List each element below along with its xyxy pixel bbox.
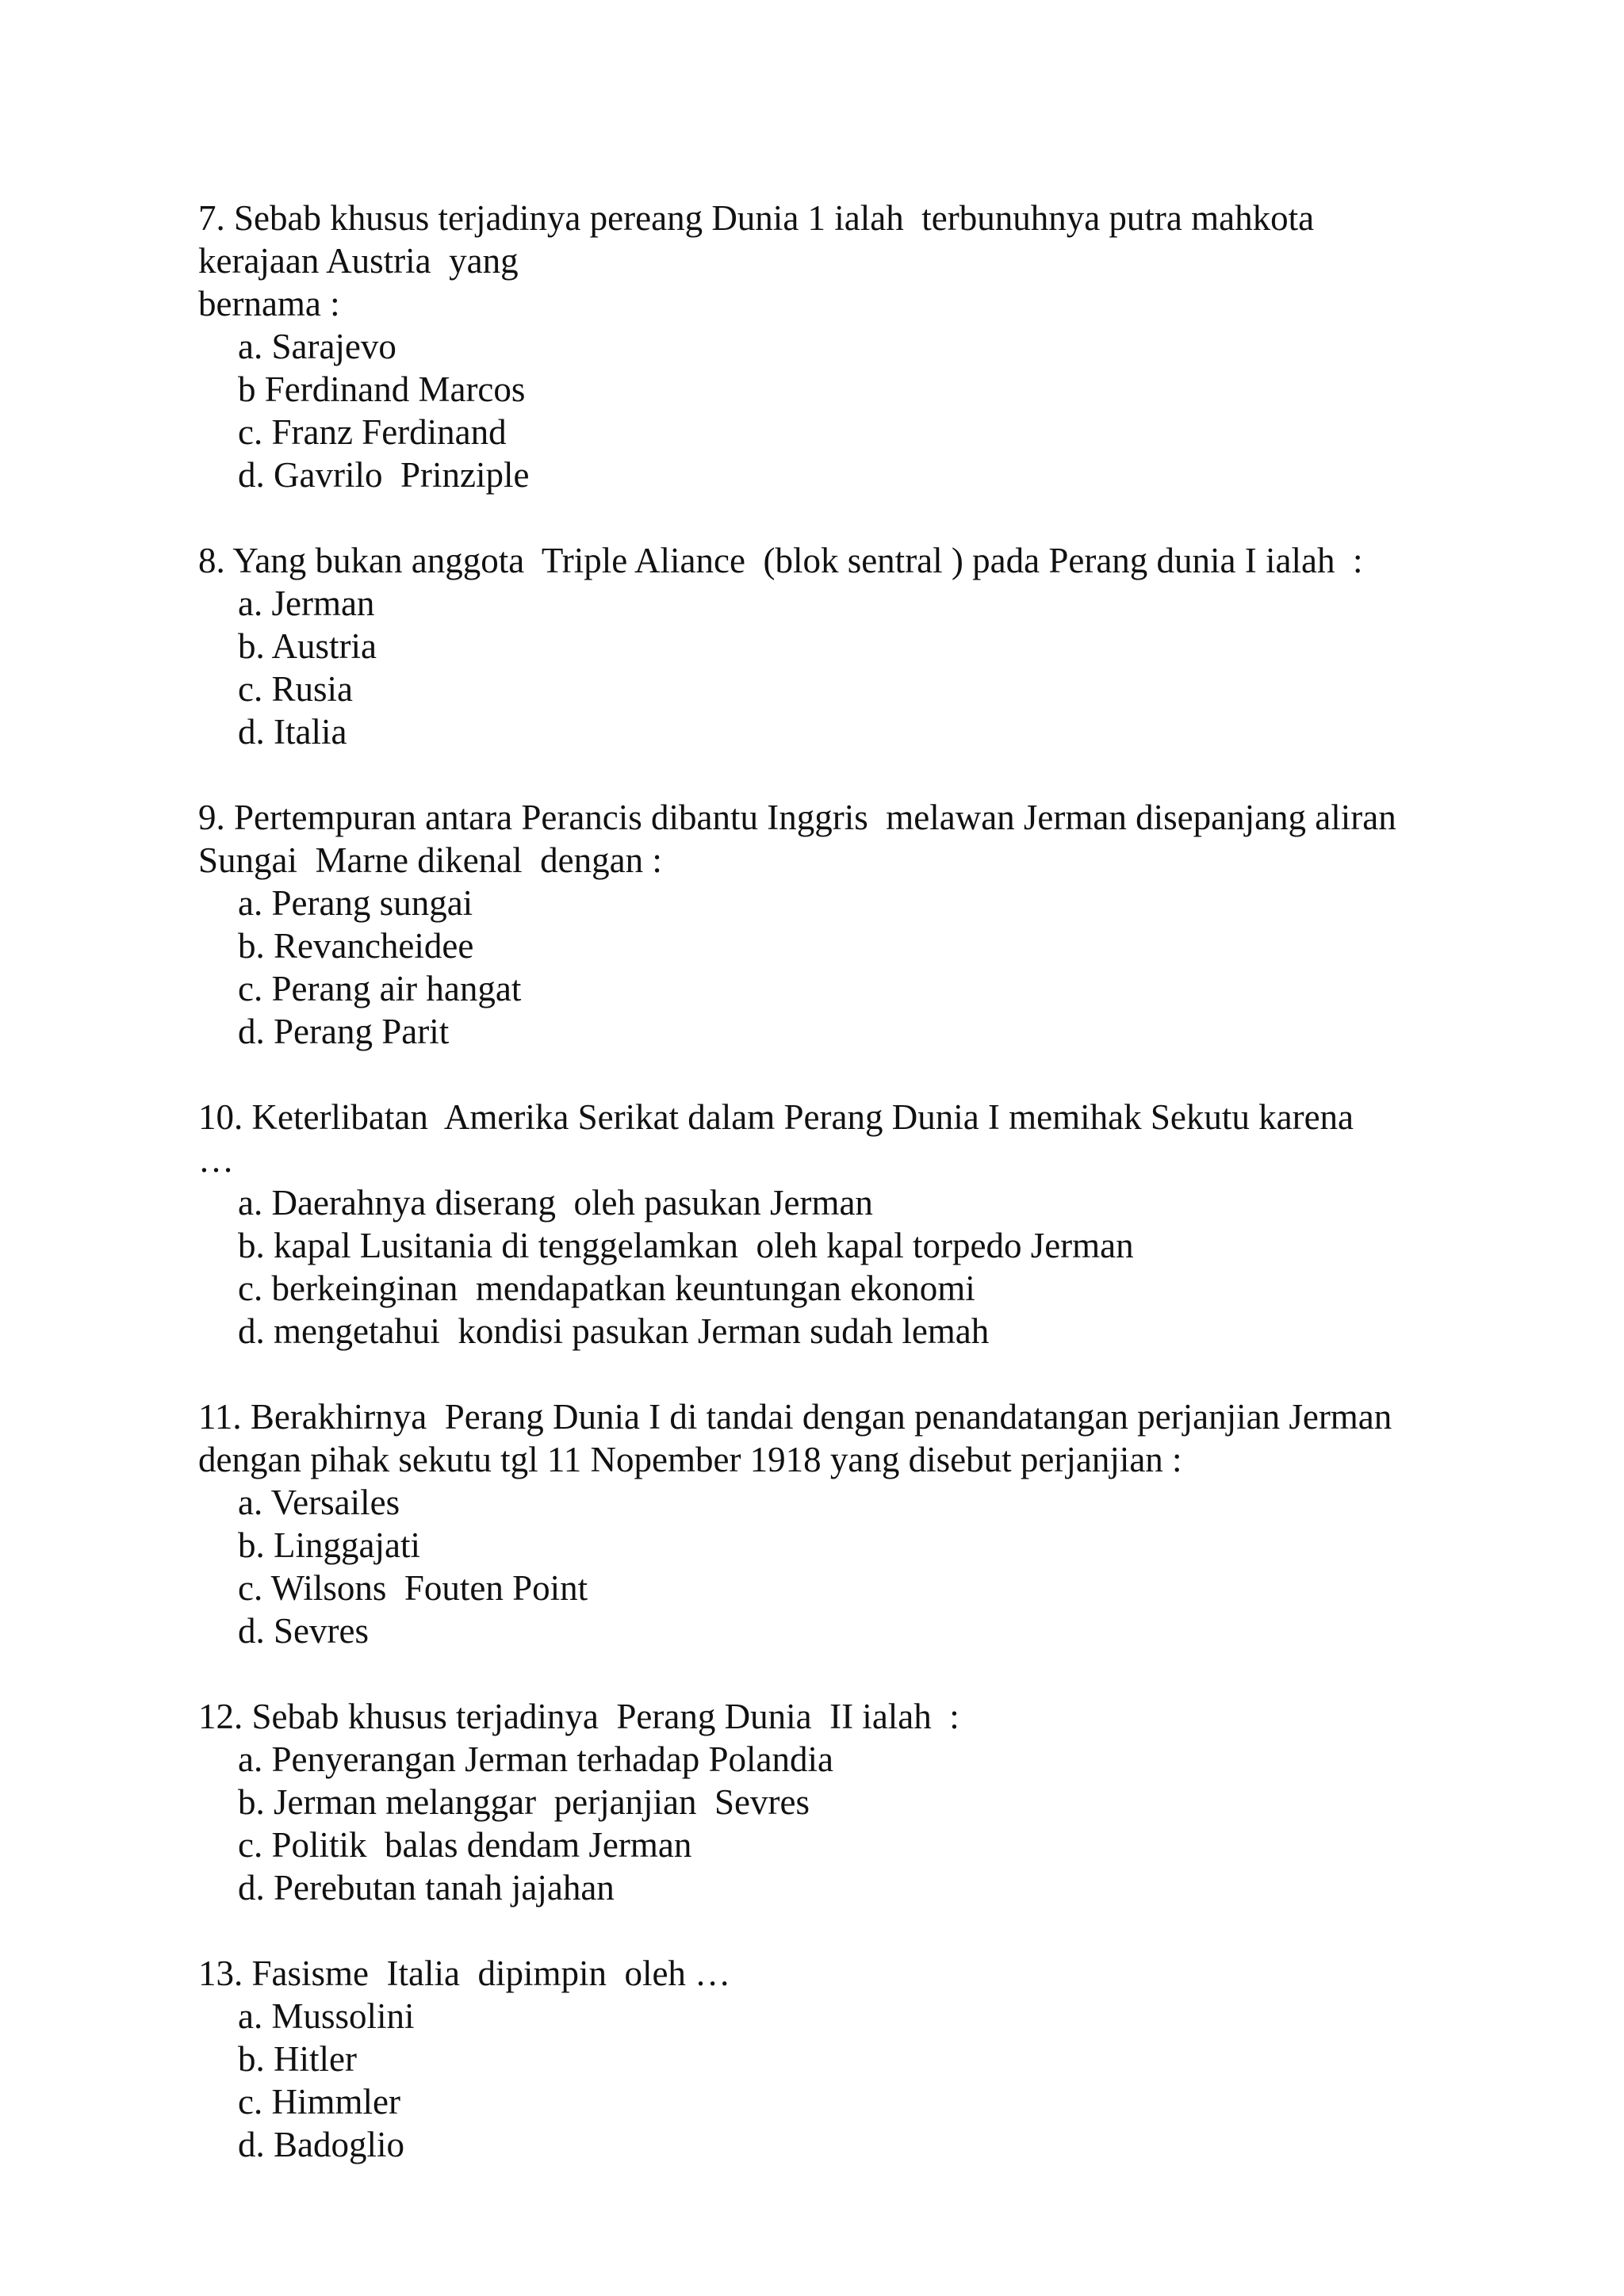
option-d: d. Perang Parit: [238, 1012, 450, 1051]
option-a: a. Penyerangan Jerman terhadap Polandia: [238, 1739, 833, 1779]
question-10: [198, 1096, 1467, 1353]
answer-options: [198, 582, 1467, 753]
option-d: d. Italia: [238, 712, 347, 752]
question-stem-line: kerajaan Austria yang: [198, 241, 519, 281]
question-stem-line: 11. Berakhirnya Perang Dunia I di tandai dengan penandatangan perjanjian Jerman: [198, 1397, 1392, 1437]
question-stem-line: 7. Sebab khusus terjadinya pereang Dunia 1 ialah terbunuhnya putra mahkota: [198, 198, 1315, 238]
answer-options: [198, 1738, 1467, 1909]
option-a: a. Versailes: [238, 1483, 400, 1522]
option-c: c. Perang air hangat: [238, 969, 522, 1008]
option-b: b. Linggajati: [238, 1525, 420, 1565]
question-stem-line: …: [198, 1140, 234, 1180]
option-a: a. Mussolini: [238, 1996, 415, 2036]
answer-options: [198, 1995, 1467, 2166]
question-stem-line: Sungai Marne dikenal dengan :: [198, 840, 662, 880]
option-c: c. Politik balas dendam Jerman: [238, 1825, 692, 1865]
option-b: b. kapal Lusitania di tenggelamkan oleh kapal torpedo Jerman: [238, 1226, 1134, 1265]
option-d: d. Gavrilo Prinziple: [238, 455, 530, 495]
option-d: d. mengetahui kondisi pasukan Jerman sudah lemah: [238, 1311, 990, 1351]
question-9: [198, 796, 1467, 1053]
question-stem-line: bernama :: [198, 284, 340, 323]
question-stem-line: 9. Pertempuran antara Perancis dibantu Inggris melawan Jerman disepanjang aliran: [198, 798, 1396, 837]
answer-options: [198, 325, 1467, 496]
document-page: [198, 197, 1467, 2209]
question-12: [198, 1695, 1467, 1909]
option-a: a. Perang sungai: [238, 883, 473, 923]
option-d: d. Perebutan tanah jajahan: [238, 1868, 615, 1908]
option-a: a. Daerahnya diserang oleh pasukan Jerman: [238, 1183, 873, 1223]
option-b: b. Revancheidee: [238, 926, 474, 966]
option-c: c. Himmler: [238, 2082, 400, 2122]
question-8: [198, 539, 1467, 753]
question-stem-line: 10. Keterlibatan Amerika Serikat dalam Perang Dunia I memihak Sekutu karena: [198, 1097, 1354, 1137]
question-13: [198, 1952, 1467, 2166]
option-b: b. Jerman melanggar perjanjian Sevres: [238, 1782, 810, 1822]
option-c: c. Wilsons Fouten Point: [238, 1568, 588, 1608]
question-stem-line: dengan pihak sekutu tgl 11 Nopember 1918 yang disebut perjanjian :: [198, 1440, 1182, 1479]
question-stem-line: 8. Yang bukan anggota Triple Aliance (blok sentral ) pada Perang dunia I ialah :: [198, 541, 1363, 580]
option-d: d. Badoglio: [238, 2125, 404, 2164]
option-b: b. Hitler: [238, 2039, 357, 2079]
answer-options: [198, 882, 1467, 1053]
option-b: b. Austria: [238, 626, 377, 666]
question-stem-line: 13. Fasisme Italia dipimpin oleh …: [198, 1954, 731, 1993]
option-d: d. Sevres: [238, 1611, 369, 1651]
option-c: c. Rusia: [238, 669, 353, 709]
question-7: [198, 197, 1467, 496]
answer-options: [198, 1481, 1467, 1652]
question-stem-line: 12. Sebab khusus terjadinya Perang Dunia II ialah :: [198, 1697, 959, 1736]
question-11: [198, 1395, 1467, 1652]
answer-options: [198, 1181, 1467, 1353]
option-a: a. Sarajevo: [238, 327, 396, 366]
option-c: c. Franz Ferdinand: [238, 412, 507, 452]
option-c: c. berkeinginan mendapatkan keuntungan ekonomi: [238, 1269, 975, 1308]
option-a: a. Jerman: [238, 584, 375, 623]
option-b: b Ferdinand Marcos: [238, 369, 526, 409]
